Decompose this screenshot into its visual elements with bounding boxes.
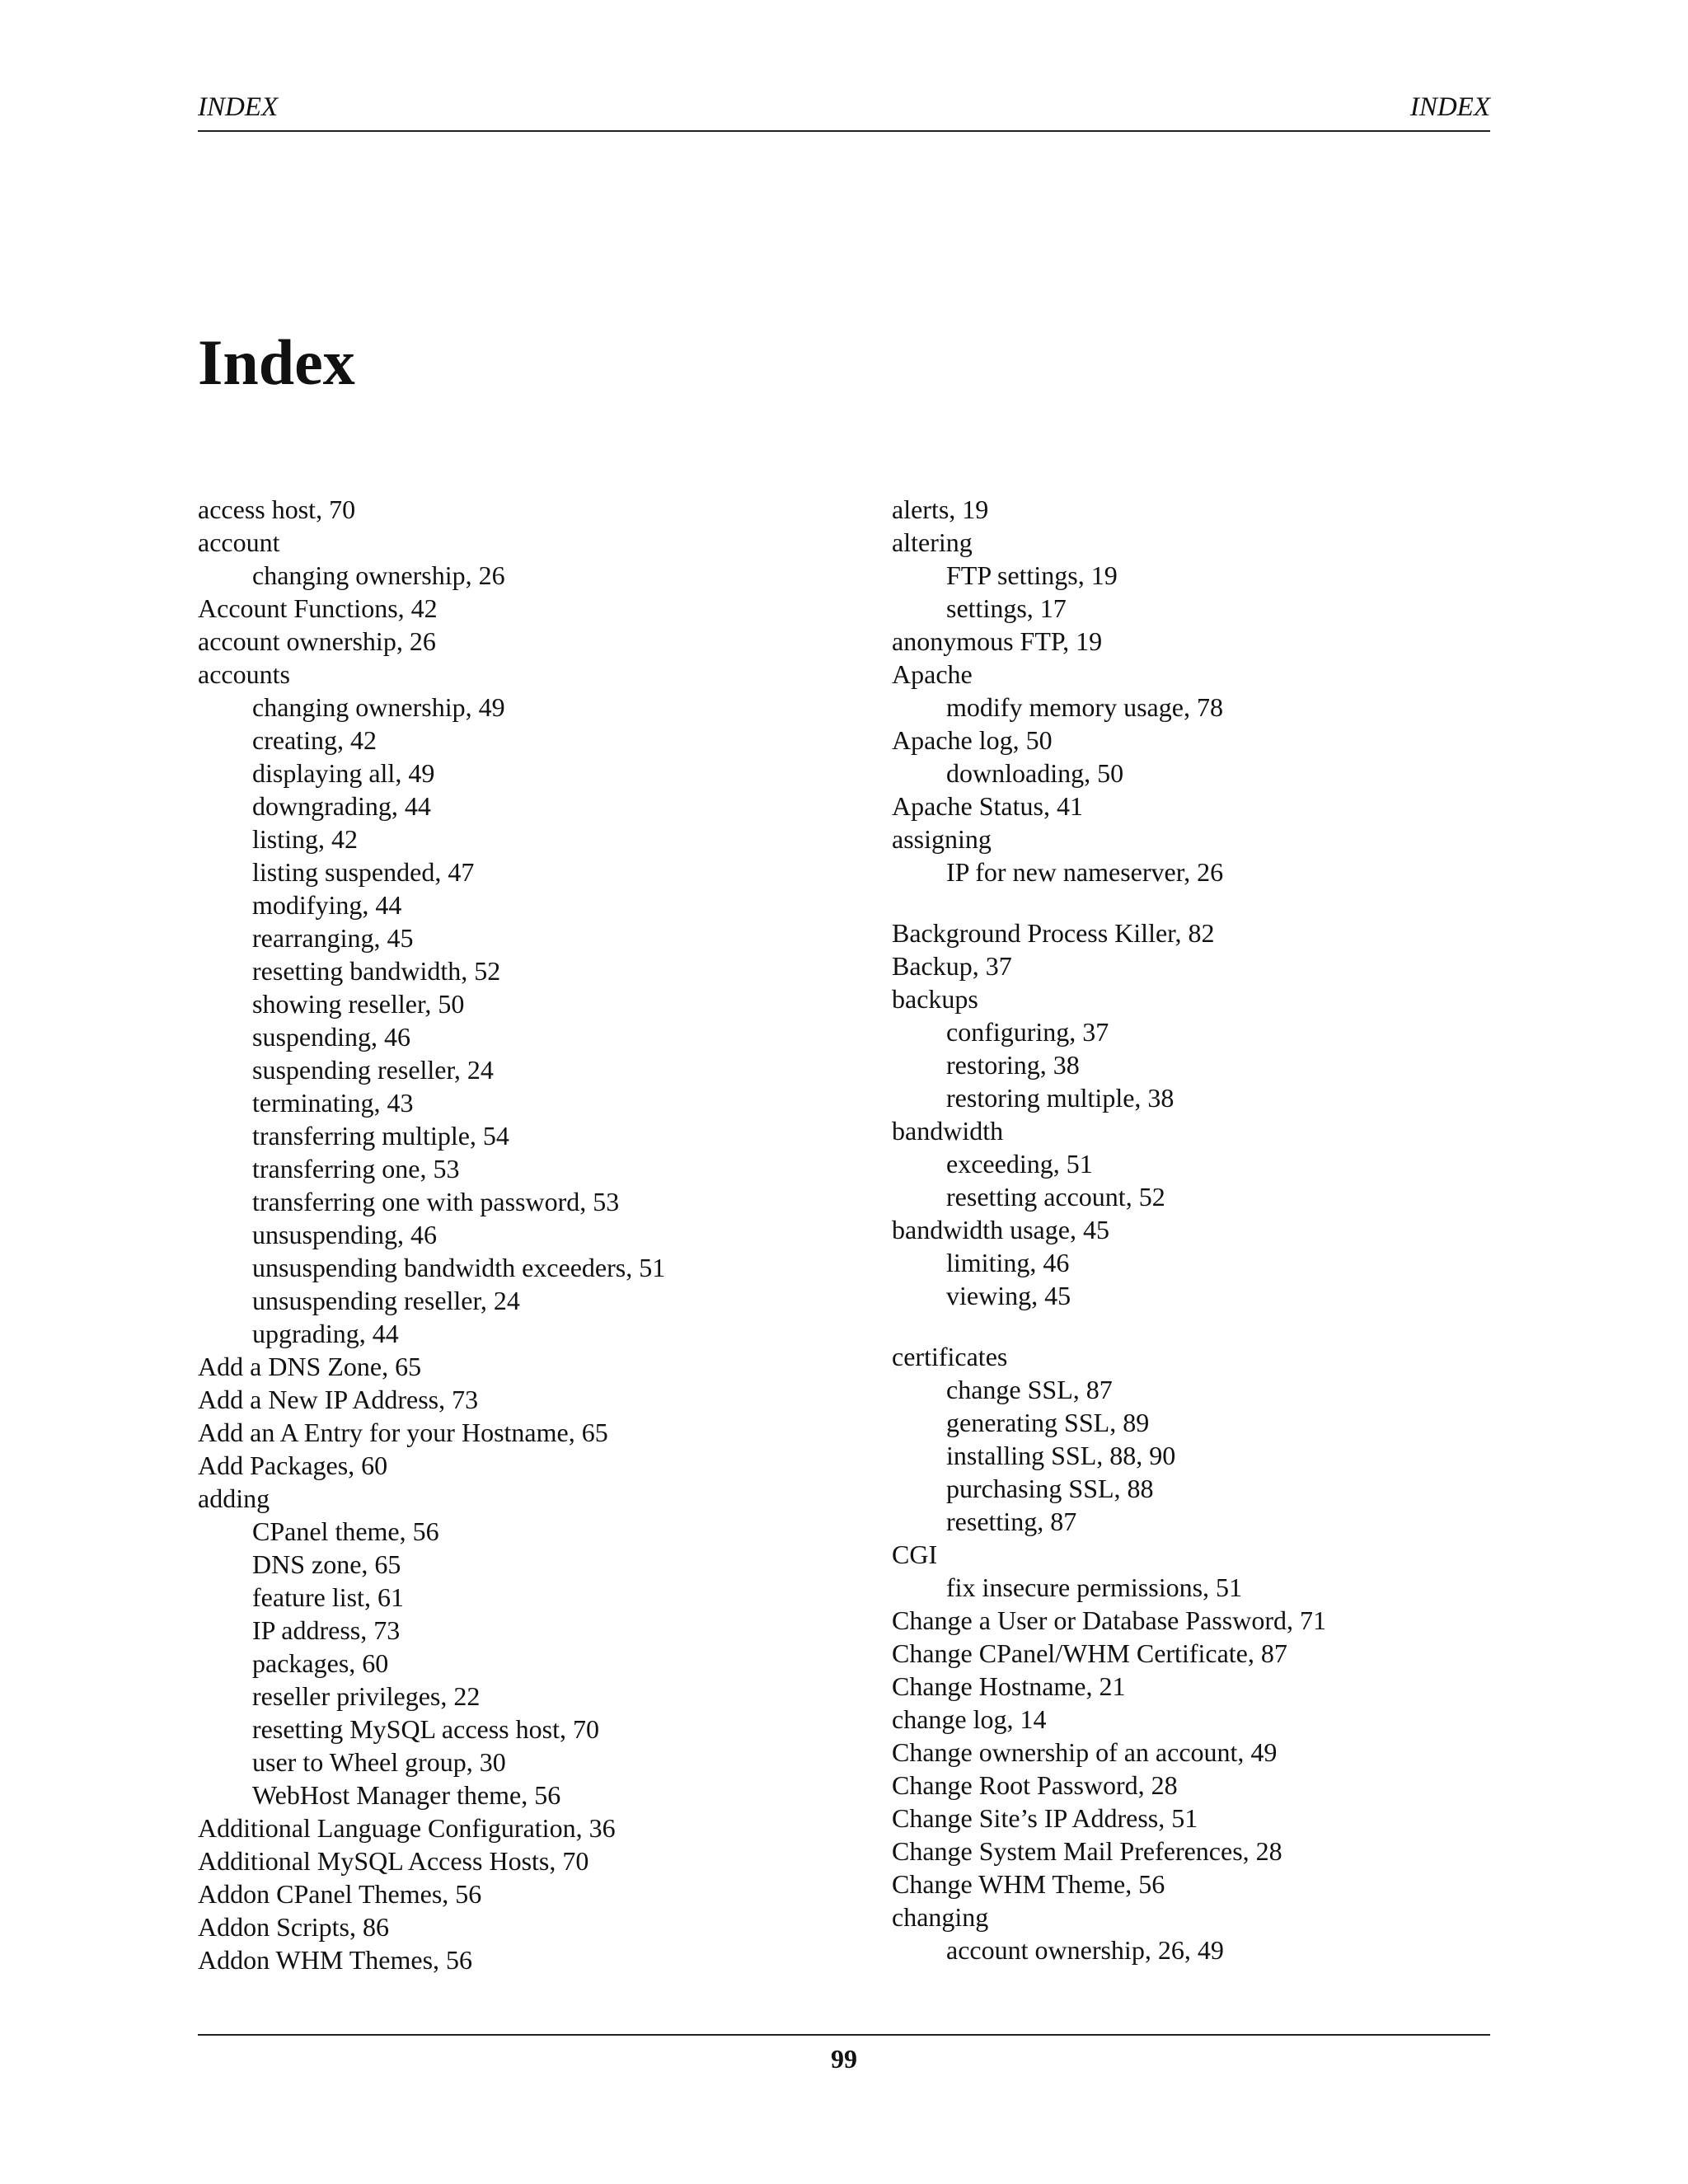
index-entry: Change ownership of an account, 49 bbox=[892, 1737, 1278, 1767]
letter-group-gap bbox=[892, 888, 1518, 916]
index-entry: changing bbox=[892, 1902, 989, 1932]
index-entry: Additional Language Configuration, 36 bbox=[198, 1813, 616, 1843]
index-subentry: changing ownership, 26 bbox=[252, 560, 505, 590]
index-subentry: unsuspending bandwidth exceeders, 51 bbox=[252, 1253, 666, 1282]
letter-group-gap bbox=[892, 1312, 1518, 1340]
index-subentry: resetting, 87 bbox=[946, 1507, 1077, 1536]
index-entry: Change Site’s IP Address, 51 bbox=[892, 1803, 1198, 1833]
page-number: 99 bbox=[831, 2044, 857, 2074]
index-entry: CGI bbox=[892, 1540, 938, 1569]
index-entry: Addon CPanel Themes, 56 bbox=[198, 1879, 482, 1909]
index-subentry: exceeding, 51 bbox=[946, 1149, 1093, 1179]
footer-rule bbox=[198, 2034, 1490, 2036]
index-subentry: showing reseller, 50 bbox=[252, 989, 465, 1019]
index-entry: Apache bbox=[892, 659, 973, 689]
index-subentry: change SSL, 87 bbox=[946, 1375, 1113, 1404]
index-entry: Addon Scripts, 86 bbox=[198, 1912, 389, 1942]
index-subentry: upgrading, 44 bbox=[252, 1319, 399, 1348]
index-entry: Add Packages, 60 bbox=[198, 1451, 388, 1480]
running-header bbox=[198, 91, 1490, 132]
index-subentry: IP address, 73 bbox=[252, 1615, 401, 1645]
index-subentry: FTP settings, 19 bbox=[946, 560, 1118, 590]
index-entry: access host, 70 bbox=[198, 494, 356, 524]
index-subentry: generating SSL, 89 bbox=[946, 1408, 1150, 1437]
index-subentry: downgrading, 44 bbox=[252, 791, 431, 821]
index-entry: Change a User or Database Password, 71 bbox=[892, 1605, 1326, 1635]
index-subentry: listing, 42 bbox=[252, 824, 359, 854]
header-right-label: INDEX bbox=[1409, 92, 1490, 122]
index-subentry: modifying, 44 bbox=[252, 890, 402, 920]
index-subentry: modify memory usage, 78 bbox=[946, 692, 1223, 722]
index-subentry: rearranging, 45 bbox=[252, 923, 414, 953]
index-entry: Add a New IP Address, 73 bbox=[198, 1385, 479, 1414]
index-subentry: resetting bandwidth, 52 bbox=[252, 956, 501, 986]
index-subentry: transferring one, 53 bbox=[252, 1154, 460, 1183]
index-entry: anonymous FTP, 19 bbox=[892, 626, 1103, 656]
index-entry: account ownership, 26 bbox=[198, 626, 436, 656]
index-subentry: account ownership, 26, 49 bbox=[946, 1935, 1224, 1965]
index-entry: Add an A Entry for your Hostname, 65 bbox=[198, 1418, 608, 1447]
index-entry: alerts, 19 bbox=[892, 494, 989, 524]
index-entry: account bbox=[198, 527, 280, 557]
index-subentry: resetting account, 52 bbox=[946, 1182, 1165, 1212]
index-subentry: purchasing SSL, 88 bbox=[946, 1474, 1154, 1503]
index-entry: Change System Mail Preferences, 28 bbox=[892, 1836, 1282, 1866]
index-entry: backups bbox=[892, 984, 978, 1014]
index-entry: Apache Status, 41 bbox=[892, 791, 1083, 821]
index-entry: certificates bbox=[892, 1342, 1008, 1371]
index-subentry: resetting MySQL access host, 70 bbox=[252, 1714, 599, 1744]
index-entry: bandwidth bbox=[892, 1116, 1004, 1146]
index-subentry: configuring, 37 bbox=[946, 1017, 1109, 1047]
header-left-label: INDEX bbox=[198, 92, 279, 122]
index-entry: Change Hostname, 21 bbox=[892, 1671, 1126, 1701]
index-subentry: DNS zone, 65 bbox=[252, 1549, 401, 1579]
index-subentry: unsuspending, 46 bbox=[252, 1220, 437, 1249]
index-column-right bbox=[892, 493, 1518, 1966]
index-subentry: unsuspending reseller, 24 bbox=[252, 1286, 520, 1315]
index-entry: Change Root Password, 28 bbox=[892, 1770, 1178, 1800]
page-title: Index bbox=[198, 326, 355, 398]
index-subentry: reseller privileges, 22 bbox=[252, 1681, 481, 1711]
index-subentry: installing SSL, 88, 90 bbox=[946, 1441, 1176, 1470]
index-subentry: terminating, 43 bbox=[252, 1088, 414, 1118]
index-subentry: restoring multiple, 38 bbox=[946, 1083, 1175, 1113]
index-subentry: packages, 60 bbox=[252, 1648, 389, 1678]
index-subentry: CPanel theme, 56 bbox=[252, 1516, 439, 1546]
index-entry: Account Functions, 42 bbox=[198, 593, 438, 623]
index-entry: Change WHM Theme, 56 bbox=[892, 1869, 1165, 1899]
index-subentry: limiting, 46 bbox=[946, 1248, 1070, 1277]
index-entry: assigning bbox=[892, 824, 992, 854]
index-subentry: transferring one with password, 53 bbox=[252, 1187, 620, 1216]
index-subentry: fix insecure permissions, 51 bbox=[946, 1572, 1243, 1602]
index-entry: Backup, 37 bbox=[892, 951, 1012, 981]
index-entry: Addon WHM Themes, 56 bbox=[198, 1945, 473, 1975]
index-subentry: creating, 42 bbox=[252, 725, 377, 755]
index-subentry: user to Wheel group, 30 bbox=[252, 1747, 506, 1777]
index-entry: adding bbox=[198, 1483, 270, 1513]
index-subentry: IP for new nameserver, 26 bbox=[946, 857, 1224, 887]
index-subentry: restoring, 38 bbox=[946, 1050, 1080, 1080]
index-subentry: transferring multiple, 54 bbox=[252, 1121, 509, 1151]
index-entry: accounts bbox=[198, 659, 290, 689]
index-entry: bandwidth usage, 45 bbox=[892, 1215, 1109, 1244]
index-entry: change log, 14 bbox=[892, 1704, 1047, 1734]
index-subentry: settings, 17 bbox=[946, 593, 1067, 623]
index-entry: Background Process Killer, 82 bbox=[892, 918, 1215, 948]
index-entry: altering bbox=[892, 527, 973, 557]
index-column-left bbox=[198, 493, 841, 1976]
index-subentry: suspending reseller, 24 bbox=[252, 1055, 494, 1085]
index-subentry: listing suspended, 47 bbox=[252, 857, 475, 887]
index-subentry: WebHost Manager theme, 56 bbox=[252, 1780, 561, 1810]
index-subentry: viewing, 45 bbox=[946, 1281, 1071, 1310]
index-subentry: displaying all, 49 bbox=[252, 758, 435, 788]
index-subentry: suspending, 46 bbox=[252, 1022, 410, 1052]
index-entry: Change CPanel/WHM Certificate, 87 bbox=[892, 1638, 1287, 1668]
index-subentry: downloading, 50 bbox=[946, 758, 1124, 788]
index-subentry: changing ownership, 49 bbox=[252, 692, 505, 722]
index-entry: Apache log, 50 bbox=[892, 725, 1053, 755]
index-entry: Add a DNS Zone, 65 bbox=[198, 1352, 422, 1381]
index-entry: Additional MySQL Access Hosts, 70 bbox=[198, 1846, 589, 1876]
index-subentry: feature list, 61 bbox=[252, 1582, 404, 1612]
